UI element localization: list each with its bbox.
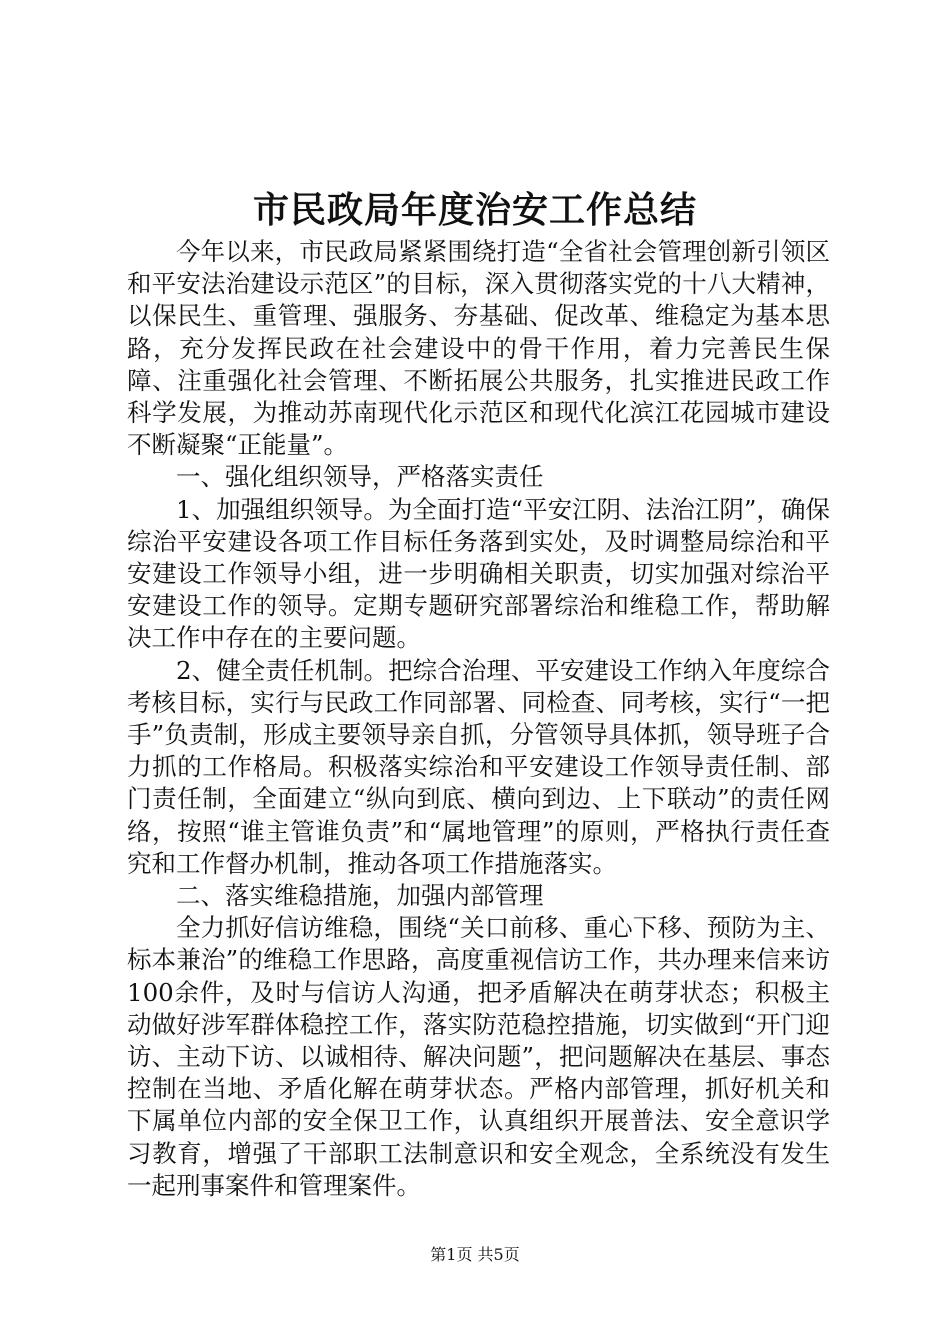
document-title: 市民政局年度治安工作总结 <box>252 189 697 231</box>
section-heading-2: 二、落实维稳措施，加强内部管理 <box>176 881 544 911</box>
document-body <box>127 236 830 1202</box>
paragraph-organization-leadership: 1、加强组织领导。为全面打造“平安江阴、法治江阴”，确保综治平安建设各项工作目标任务落到实处，及时调整局综治和平安建设工作领导小组，进一步明确相关职责，切实加强对综治平安建设工作的领导。定期专题研究部署综治和维稳工作，帮助解决工作中存在的主要问题。 <box>127 494 830 653</box>
paragraph-responsibility-mechanism: 2、健全责任机制。把综合治理、平安建设工作纳入年度综合考核目标，实行与民政工作同部署、同检查、同考核，实行“一把手”负责制，形成主要领导亲自抓，分管领导具体抓，领导班子合力抓的工作格局。积极落实综治和平安建设工作领导责任制、部门责任制，全面建立“纵向到底、横向到边、上下联动”的责任网络，按照“谁主管谁负责”和“属地管理”的原则，严格执行责任查究和工作督办机制，推动各项工作措施落实。 <box>127 655 830 878</box>
intro-paragraph: 今年以来，市民政局紧紧围绕打造“全省社会管理创新引领区和平安法治建设示范区”的目标，深入贯彻落实党的十八大精神，以保民生、重管理、强服务、夯基础、促改革、维稳定为基本思路，充分发挥民政在社会建设中的骨干作用，着力完善民生保障、注重强化社会管理、不断拓展公共服务，扎实推进民政工作科学发展，为推动苏南现代化示范区和现代化滨江花园城市建设不断凝聚“正能量”。 <box>127 237 830 460</box>
page-footer: 第1页 共5页 <box>430 1245 520 1264</box>
section-heading-1: 一、强化组织领导，严格落实责任 <box>176 462 544 492</box>
paragraph-stability-measures: 全力抓好信访维稳，围绕“关口前移、重心下移、预防为主、标本兼治”的维稳工作思路，高度重视信访工作，共办理来信来访100余件，及时与信访人沟通，把矛盾解决在萌芽状态；积极主动做好涉军群体稳控工作，落实防范稳控措施，切实做到“开门迎访、主动下访、以诚相待、解决问题”，把问题解决在基层、事态控制在当地、矛盾化解在萌芽状态。严格内部管理，抓好机关和下属单位内部的安全保卫工作，认真组织开展普法、安全意识学习教育，增强了干部职工法制意识和安全观念，全系统没有发生一起刑事案件和管理案件。 <box>127 913 830 1200</box>
